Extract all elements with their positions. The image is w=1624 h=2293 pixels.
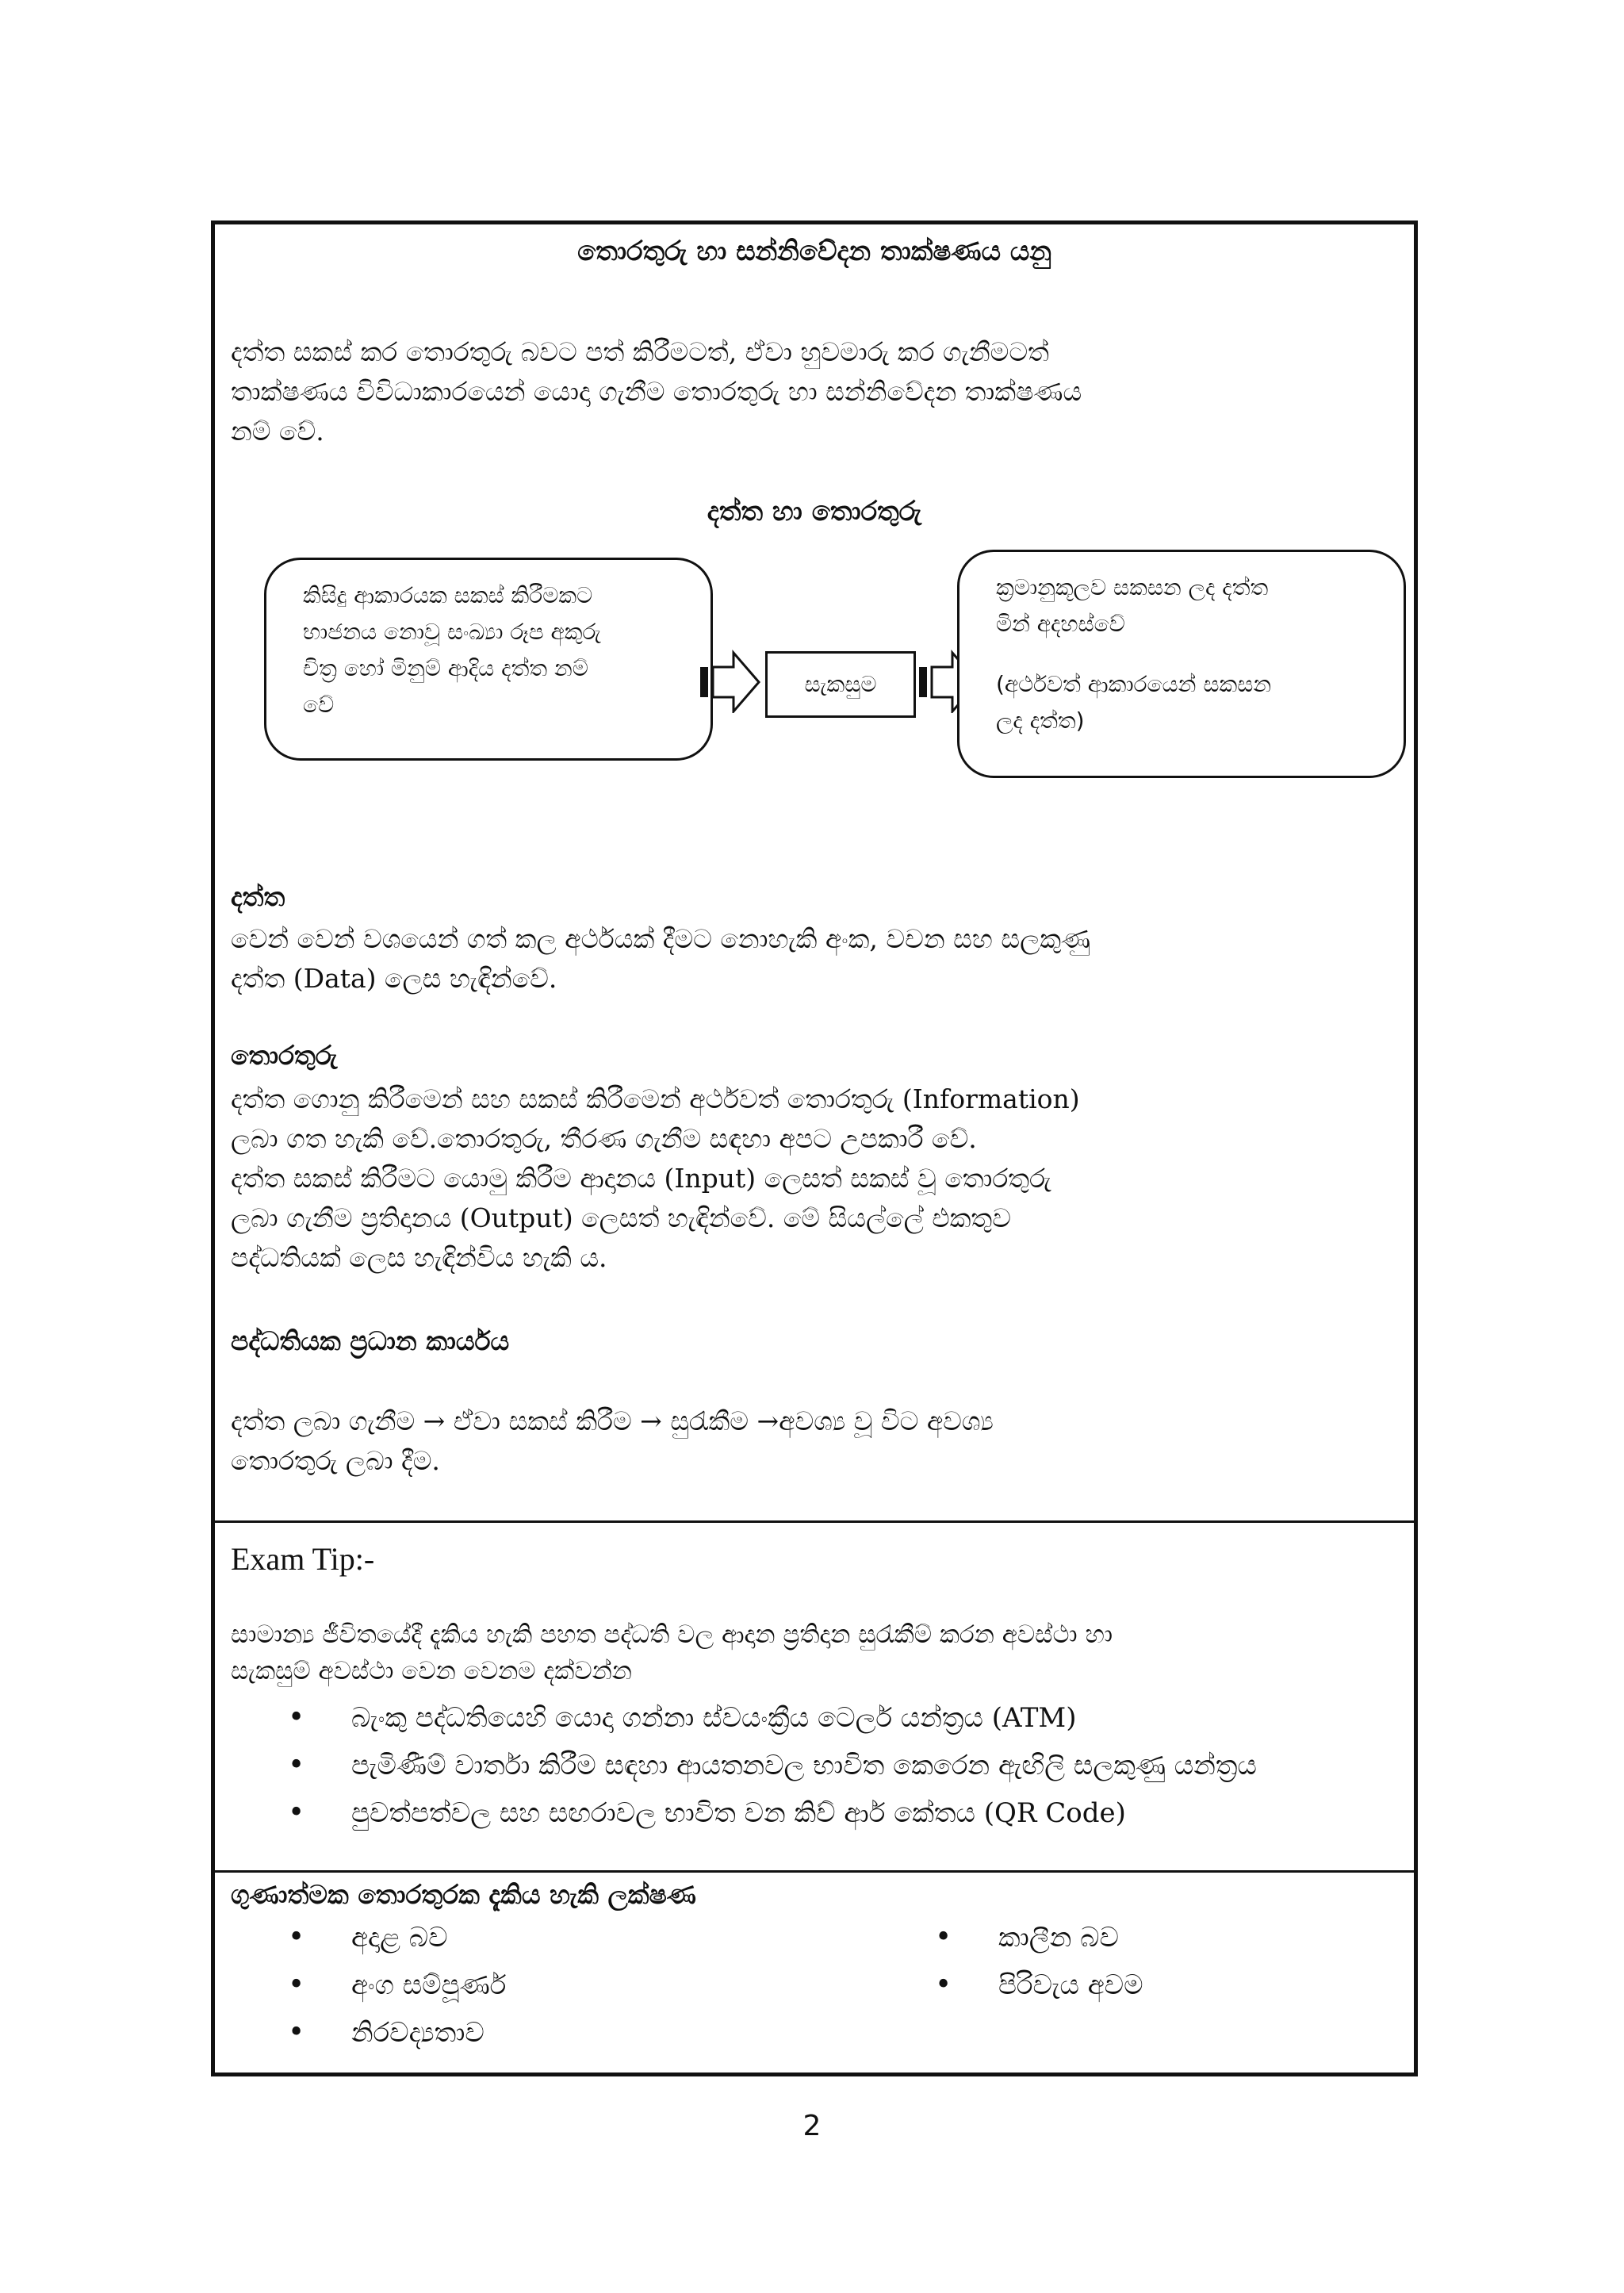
- information-paragraph: [231, 1079, 1400, 1278]
- raw-data-line: භාජනය නොවූ සංඛ්‍යා රූප අකුරු: [303, 619, 601, 645]
- list-item: • අංග සම්පූර්ණ: [288, 1961, 506, 2009]
- system-line: දත්ත ලබා ගැනීම → ඒවා සකස් කිරීම → සුරැකීම →අවශ්‍ය වූ විට අවශ්‍ය: [231, 1405, 994, 1436]
- exam-tip-paragraph: [231, 1616, 1400, 1689]
- quality-list-left: [288, 1914, 506, 2057]
- info-line: පද්ධතියක් ලෙස හැඳින්විය හැකි ය.: [231, 1242, 607, 1273]
- exam-tip-title: Exam Tip:-: [231, 1541, 375, 1577]
- information-box: [957, 550, 1406, 778]
- system-heading: පද්ධතියක ප්‍රධාන කාර්යය: [231, 1325, 510, 1356]
- quality-heading: ගුණාත්මක තොරතුරක දැකිය හැකි ලක්ෂණ: [231, 1879, 696, 1910]
- information-heading: තොරතුරු: [231, 1040, 338, 1071]
- intro-line: නම් වේ.: [231, 416, 324, 447]
- exam-tip-line: සැකසුම් අවස්ථා වෙන වෙනම දක්වන්න: [231, 1657, 632, 1685]
- data-paragraph: [231, 919, 1400, 999]
- page-number: 2: [802, 2110, 822, 2142]
- raw-data-line: කිසිදු ආකාරයක සකස් කිරීමකට: [303, 582, 593, 608]
- info-def-line: ක්‍රමානුකූලව සකසන ලද දත්ත: [996, 574, 1269, 600]
- info-line: ලබා ගත හැකි වේ.තොරතුරු, තීරණ ගැනීම සඳහා අපට උපකාරී වේ.: [231, 1123, 977, 1154]
- info-def-line: ලද දත්ත): [996, 707, 1085, 734]
- list-item: • කාලීන බව: [935, 1914, 1143, 1961]
- main-title: තොරතුරු හා සන්නිවේදන තාක්ෂණය යනු: [577, 236, 1051, 267]
- list-item: • අදාළ බව: [288, 1914, 506, 1961]
- info-line: දත්ත සකස් කිරීමට යොමු කිරීම ආදානය (Input) ලෙසත් සකස් වූ තොරතුරු: [231, 1163, 1051, 1194]
- exam-tip-list: [288, 1694, 1257, 1837]
- raw-data-line: වේ: [303, 692, 335, 718]
- list-item: • බැංකු පද්ධතියෙහි යොදා ගන්නා ස්වයංක්‍රීය ටෙලර් යන්ත්‍රය (ATM): [288, 1694, 1257, 1742]
- intro-line: දත්ත සකස් කර තොරතුරු බවට පත් කිරීමටත්, ඒවා හුවමාරු කර ගැනීමටත්: [231, 336, 1049, 367]
- system-paragraph: [231, 1401, 1400, 1481]
- data-line: වෙන් වෙන් වශයෙන් ගත් කල අර්ථයක් දීමට නොහැකි අංක, වචන සහ සලකුණු: [231, 923, 1091, 954]
- raw-data-box: [264, 558, 713, 761]
- data-heading: දත්ත: [231, 881, 285, 912]
- arrow-right-icon: [699, 650, 762, 713]
- raw-data-line: චිත්‍ර හෝ මිනුම් ආදිය දත්ත නම්: [303, 655, 588, 681]
- quality-list-right: [935, 1914, 1143, 2009]
- list-item: • නිරවද්‍යතාව: [288, 2009, 506, 2057]
- data-line: දත්ත (Data) ලෙස හැඳින්වේ.: [231, 963, 557, 994]
- list-item: • පිරිවැය අවම: [935, 1961, 1143, 2009]
- quality-section: [215, 1873, 1414, 2073]
- intro-paragraph: [231, 332, 1400, 451]
- content-frame: [211, 220, 1418, 2076]
- info-line: දත්ත ගොනු කිරීමෙන් සහ සකස් කිරීමෙන් අර්ථවත් තොරතුරු (Information): [231, 1083, 1080, 1114]
- system-line: තොරතුරු ලබා දීම.: [231, 1445, 440, 1476]
- info-def-line: (අර්ථවත් ආකාරයෙන් සකසන: [996, 671, 1272, 697]
- process-box: [765, 651, 916, 718]
- info-line: ලබා ගැනීම ප්‍රතිදානය (Output) ලෙසත් හැඳින්වේ. මේ සියල්ලේ එකතුව: [231, 1202, 1011, 1233]
- main-section: [215, 224, 1414, 1523]
- diagram-title: දත්ත හා තොරතුරු: [707, 496, 922, 527]
- list-item: • පුවත්පත්වල සහ සඟරාවල භාවිත වන කිව් ආර් කේතය (QR Code): [288, 1789, 1257, 1837]
- info-def-line: මින් අදහස්වේ: [996, 611, 1125, 637]
- exam-tip-section: [215, 1523, 1414, 1873]
- exam-tip-line: සාමාන්‍ය ජීවිතයේදී දැකිය හැකි පහත පද්ධති වල ආදාන ප්‍රතිදාන සුරැකීම් කරන අවස්ථා හා: [231, 1620, 1113, 1649]
- list-item: • පැමිණීම් වාර්තා කිරීම සඳහා ආයතනවල භාවිත කෙරෙන ඇඟිලි සලකුණු යන්ත්‍රය: [288, 1742, 1257, 1789]
- intro-line: තාක්ෂණය විවිධාකාරයෙන් යොදා ගැනීම තොරතුරු හා සන්නිවේදන තාක්ෂණය: [231, 376, 1082, 407]
- process-label: සැකසුම: [804, 671, 877, 697]
